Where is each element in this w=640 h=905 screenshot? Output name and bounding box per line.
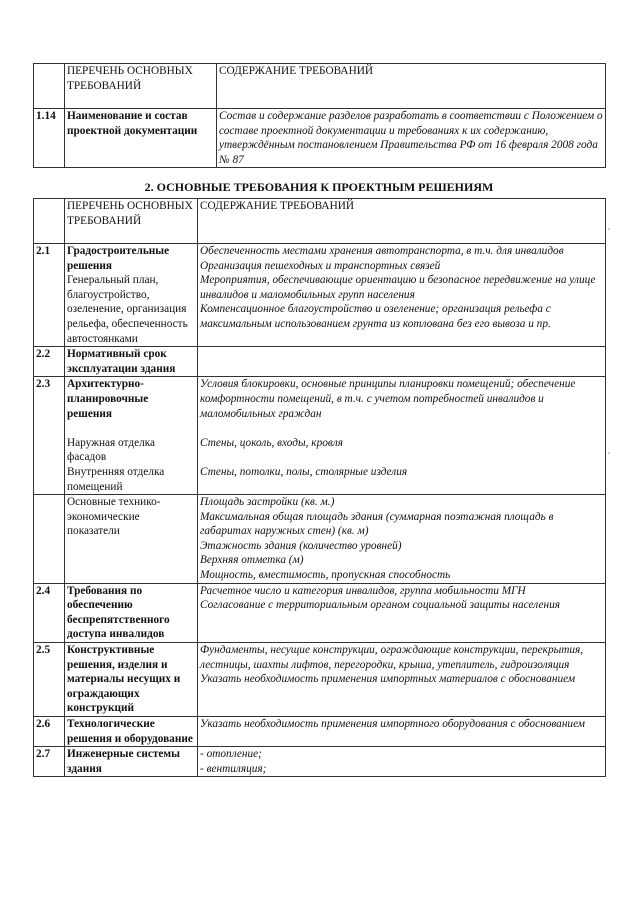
row-number: 2.6	[34, 717, 65, 747]
table-row	[34, 495, 606, 584]
content-line: Компенсационное благоустройство и озеленение; организация рельефа с максимальным использованием грунта из котлована без его вывоза и пр.	[200, 303, 551, 330]
table-row	[34, 643, 606, 717]
content-line: Организация пешеходных и транспортных связей	[200, 259, 441, 272]
row-name	[65, 244, 198, 347]
row-content	[198, 643, 606, 717]
header-requirements-list: ПЕРЕЧЕНЬ ОСНОВНЫХ ТРЕБОВАНИЙ	[65, 64, 217, 109]
row-number: 2.1	[34, 244, 65, 347]
header-num-cell	[34, 199, 65, 244]
table-row	[34, 747, 606, 777]
table-row	[34, 377, 606, 495]
row-number: 2.3	[34, 377, 65, 495]
row-name: Требования по обеспечению беспрепятственного доступа инвалидов	[65, 583, 198, 642]
content-line: Этажность здания (количество уровней)	[200, 539, 402, 552]
content-line: Площадь застройки (кв. м.)	[200, 496, 335, 509]
row-name: Нормативный срок эксплуатации здания	[65, 347, 198, 377]
row-content	[198, 747, 606, 777]
row-content	[198, 377, 606, 495]
section-title: 2. ОСНОВНЫЕ ТРЕБОВАНИЯ К ПРОЕКТНЫМ РЕШЕНИЯМ	[144, 180, 494, 194]
content-line: Стены, потолки, полы, столярные изделия	[200, 465, 408, 478]
content-line: Верхняя отметка (м)	[200, 554, 304, 567]
content-line: Согласование с территориальным органом социальной защиты населения	[200, 599, 561, 612]
row-number: 2.4	[34, 583, 65, 642]
table-row	[34, 717, 606, 747]
row-number: 2.5	[34, 643, 65, 717]
header-requirements-list: ПЕРЕЧЕНЬ ОСНОВНЫХ ТРЕБОВАНИЙ	[65, 199, 198, 244]
row-content	[198, 495, 606, 584]
content-line: - отопление;	[200, 748, 262, 761]
header-requirements-content: СОДЕРЖАНИЕ ТРЕБОВАНИЙ	[198, 199, 606, 244]
row-name: Инженерные системы здания	[65, 747, 198, 777]
requirements-table-2	[33, 198, 606, 777]
content-line: Указать необходимость применения импортных материалов с обоснованием	[200, 673, 576, 686]
table-row	[34, 109, 606, 168]
row-number: 1.14	[34, 109, 65, 168]
margin-mark: '	[608, 450, 610, 462]
row-content	[198, 347, 606, 377]
row-content: Состав и содержание разделов разработать в соответствии с Положением о составе проектной документации и требованиях к их содержанию, утверждённым постановлением Правительства РФ от 16 февраля 2008 года № 87	[217, 109, 606, 168]
row-name-interior: Внутренняя отделка помещений	[67, 465, 165, 493]
row-content	[198, 244, 606, 347]
content-line: - вентиляция;	[200, 762, 267, 775]
row-name-title: Градостроительные решения	[67, 245, 170, 272]
row-number: 2.2	[34, 347, 65, 377]
row-name: Основные технико-экономические показатели	[65, 495, 198, 584]
requirements-table-1	[33, 63, 606, 168]
table-header-row	[34, 64, 606, 109]
table-row	[34, 244, 606, 347]
row-name: Технологические решения и оборудование	[65, 717, 198, 747]
table-row	[34, 347, 606, 377]
content-line: Максимальная общая площадь здания (суммарная поэтажная площадь в габаритах наружных стен) (кв. м)	[200, 510, 554, 538]
row-number	[34, 495, 65, 584]
content-line: Мероприятия, обеспечивающие ориентацию и безопасное передвижение на улице инвалидов и маломобильных групп населения	[200, 274, 596, 301]
content-line: Стены, цоколь, входы, кровля	[200, 436, 343, 449]
margin-mark: '	[608, 226, 610, 238]
header-num-cell	[34, 64, 65, 109]
row-name-title: Архитектурно-планировочные решения	[67, 378, 149, 420]
table-header-row	[34, 199, 606, 244]
row-name: Конструктивные решения, изделия и материалы несущих и ограждающих конструкций	[65, 643, 198, 717]
row-name: Наименование и состав проектной документации	[65, 109, 217, 168]
row-name	[65, 377, 198, 495]
row-content	[198, 583, 606, 642]
content-line: Обеспеченность местами хранения автотранспорта, в т.ч. для инвалидов	[200, 245, 564, 257]
row-content: Указать необходимость применения импортного оборудования с обоснованием	[198, 717, 606, 747]
content-line: Мощность, вместимость, пропускная способность	[200, 569, 451, 582]
header-requirements-content: СОДЕРЖАНИЕ ТРЕБОВАНИЙ	[217, 64, 606, 109]
content-line: Фундаменты, несущие конструкции, ограждающие конструкции, перекрытия, лестницы, шахты лифтов, перегородки, крыша, утеплитель, гидроизоляция	[200, 644, 584, 671]
table-row	[34, 583, 606, 642]
content-line: Расчетное число и категория инвалидов, группа мобильности МГН	[200, 584, 526, 597]
content-line: Условия блокировки, основные принципы планировки помещений; обеспечение комфортности помещений, в т.ч. с учетом потребностей инвалидов и маломобильных граждан	[200, 378, 576, 420]
row-number: 2.7	[34, 747, 65, 777]
row-name-details: Генеральный план, благоустройство, озеленение, организация рельефа, обеспеченность автостоянками	[67, 274, 188, 345]
row-name-facade: Наружная отделка фасадов	[67, 436, 156, 464]
